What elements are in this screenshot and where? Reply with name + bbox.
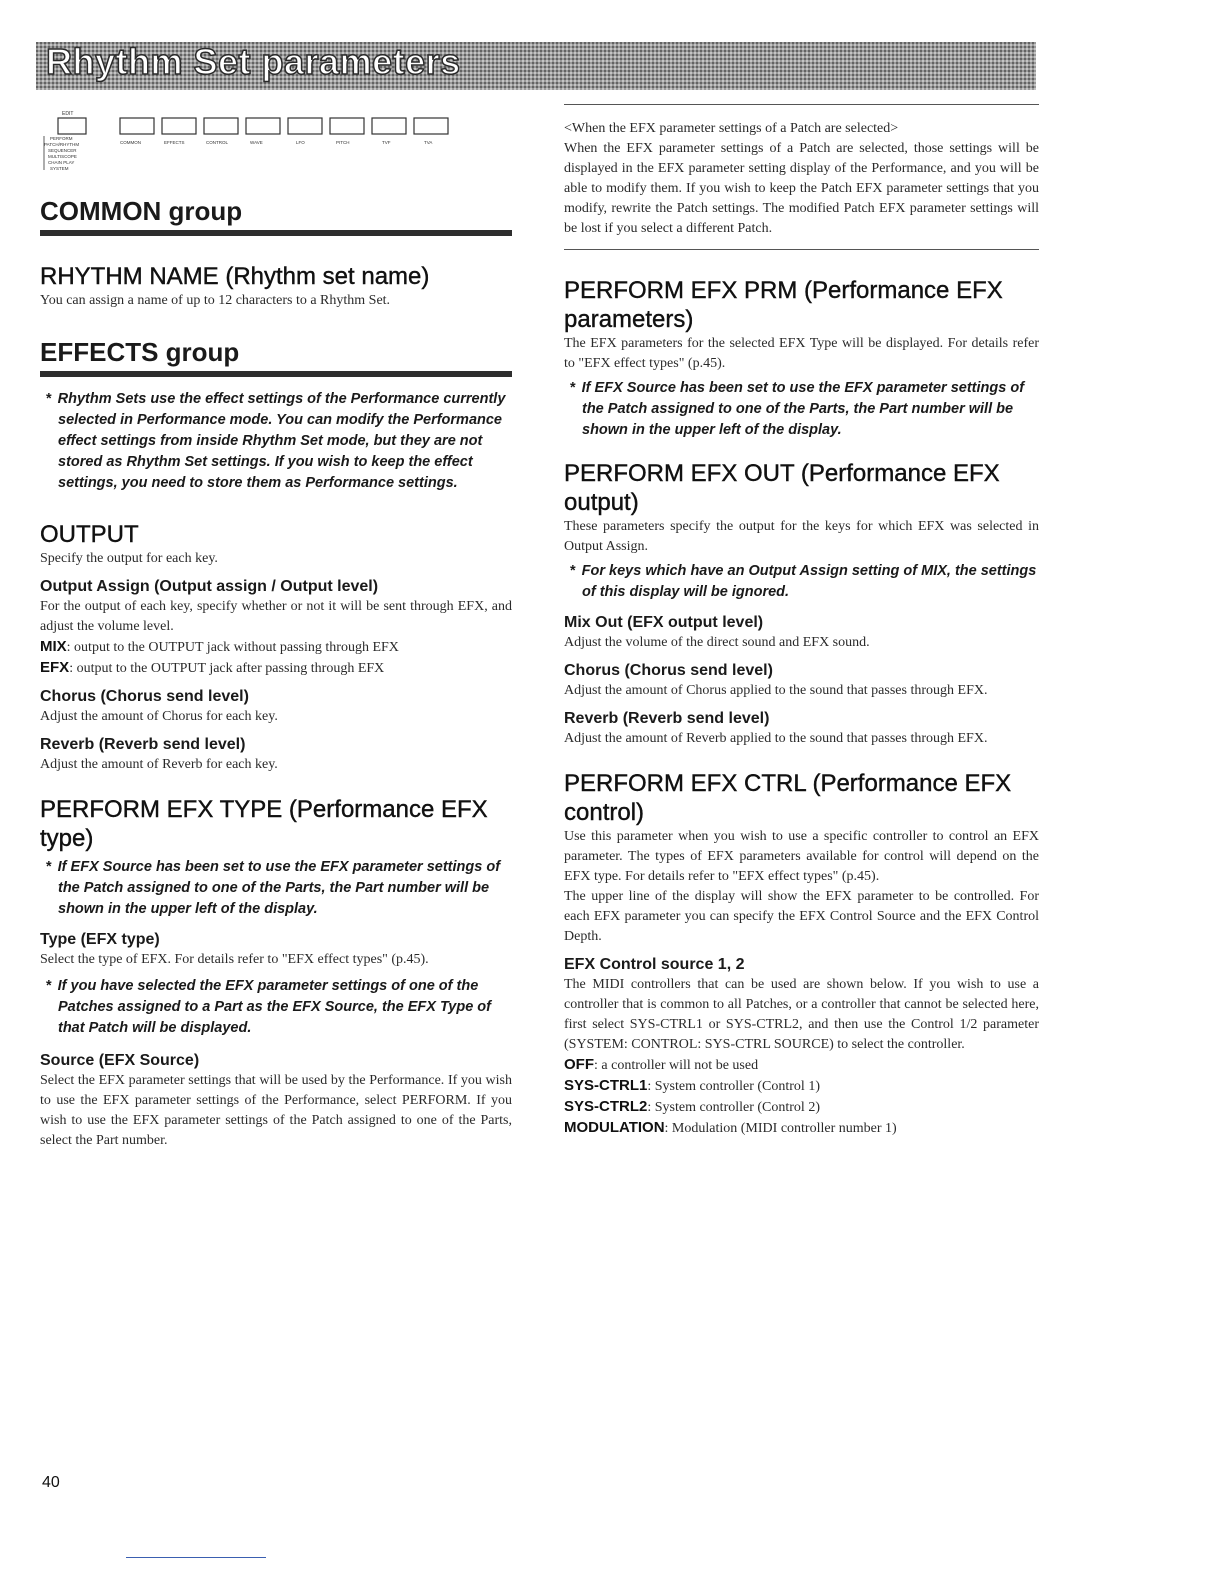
diagram-box-edit — [58, 118, 86, 134]
diagram-box — [372, 118, 406, 134]
efx-ctrl-body1: Use this parameter when you wish to use a specific controller to control an EFX parameter. The types of EFX parameters available for control will depend on the EFX type. For details refer to "EFX effect types" (p.45). — [564, 829, 1039, 884]
efx-chorus-body: Adjust the amount of Chorus applied to the sound that passes through EFX. — [564, 683, 988, 698]
efx-out-heading: PERFORM EFX OUT (Performance EFX output) — [564, 460, 1000, 516]
modulation-desc: : Modulation (MIDI controller number 1) — [664, 1121, 897, 1136]
diagram-box — [414, 118, 448, 134]
sys-ctrl1-desc: : System controller (Control 1) — [647, 1079, 820, 1094]
diagram-label: TVA — [424, 140, 433, 145]
left-column — [40, 108, 512, 1151]
sys-ctrl1-term: SYS-CTRL1 — [564, 1077, 648, 1094]
output-reverb-body: Adjust the amount of Reverb for each key. — [40, 757, 278, 772]
efx-type-heading: PERFORM EFX TYPE (Performance EFX type) — [40, 796, 488, 852]
diagram-box — [288, 118, 322, 134]
source-body: Select the EFX parameter settings that will be used by the Performance. If you wish to use the EFX parameter settings of the Performance, select PERFORM. If you wish to use the EFX parameter settings of the Patch assigned to one of the Parts, select the Part number. — [40, 1073, 512, 1148]
off-desc: : a controller will not be used — [594, 1058, 759, 1073]
off-def — [564, 1055, 1039, 1076]
box-title: <When the EFX parameter settings of a Patch are selected> — [564, 121, 899, 136]
efx-type-note-text: If EFX Source has been set to use the EFX parameter settings of the Patch assigned to one of the Parts, the Part number will be shown in the upper left of the display. — [57, 859, 501, 917]
diagram-label: COMMON — [120, 140, 141, 145]
diagram-mode-label: CHAIN PLAY — [48, 160, 75, 165]
diagram-mode-label: PATCH/RHYTHM — [44, 142, 80, 147]
efx-reverb-heading: Reverb (Reverb send level) — [564, 710, 770, 727]
effects-note: * Rhythm Sets use the effect settings of the Performance currently selected in Performance mode. You can modify the Performance effect settings from inside Rhythm Set mode, but they are not stored as Rhythm Set settings. If you wish to keep the effect settings, you need to store them as Performance settings. — [46, 391, 506, 491]
efx-prm-note-text: If EFX Source has been set to use the EFX parameter settings of the Patch assigned to one of the Parts, the Part number will be shown in the upper left of the display. — [581, 380, 1025, 438]
efx-out-note-text: For keys which have an Output Assign setting of MIX, the settings of this display will be ignored. — [581, 563, 1037, 600]
effects-group-heading: EFFECTS group — [40, 337, 512, 377]
diagram-box — [162, 118, 196, 134]
diagram-box — [330, 118, 364, 134]
output-chorus-heading: Chorus (Chorus send level) — [40, 688, 249, 705]
efx-prm-body: The EFX parameters for the selected EFX Type will be displayed. For details refer to "EFX effect types" (p.45). — [564, 336, 1039, 371]
efx-chorus-heading: Chorus (Chorus send level) — [564, 662, 773, 679]
efx-out-body: These parameters specify the output for the keys for which EFX was selected in Output Assign. — [564, 519, 1039, 554]
efx-desc: : output to the OUTPUT jack after passing through EFX — [69, 661, 385, 676]
efx-reverb-body: Adjust the amount of Reverb applied to the sound that passes through EFX. — [564, 731, 988, 746]
diagram-label: CONTROL — [206, 140, 229, 145]
off-term: OFF — [564, 1056, 594, 1073]
type-note-text: If you have selected the EFX parameter settings of one of the Patches assigned to a Part as the EFX Source, the EFX Type of that Patch will be displayed. — [57, 978, 491, 1036]
output-body: Specify the output for each key. — [40, 551, 218, 566]
effects-note-text: Rhythm Sets use the effect settings of the Performance currently selected in Performance mode. You can modify the Performance effect settings from inside Rhythm Set mode, but they are not stored as Rhythm Set settings. If you wish to keep the effect settings, you need to store them as Performance settings. — [57, 391, 506, 491]
output-assign-heading: Output Assign (Output assign / Output level) — [40, 578, 379, 595]
diagram-box — [204, 118, 238, 134]
patch-efx-box — [564, 104, 1039, 250]
rhythm-name-body: You can assign a name of up to 12 characters to a Rhythm Set. — [40, 293, 391, 308]
output-assign-body: For the output of each key, specify whether or not it will be sent through EFX, and adjust the volume level. — [40, 599, 512, 634]
common-group-heading: COMMON group — [40, 196, 512, 236]
efx-prm-heading: PERFORM EFX PRM (Performance EFX parameters) — [564, 277, 1003, 333]
mix-out-heading: Mix Out (EFX output level) — [564, 614, 764, 631]
output-mix-def — [40, 637, 512, 658]
sys-ctrl2-term: SYS-CTRL2 — [564, 1098, 648, 1115]
diagram-graphic — [40, 108, 480, 188]
diagram-label: WAVE — [250, 140, 263, 145]
efx-out-note: * For keys which have an Output Assign setting of MIX, the settings of this display will be ignored. — [570, 563, 1037, 600]
type-note: * If you have selected the EFX parameter settings of one of the Patches assigned to a Part as the EFX Source, the EFX Type of that Patch will be displayed. — [46, 978, 491, 1036]
mix-out-body: Adjust the volume of the direct sound and EFX sound. — [564, 635, 870, 650]
type-body: Select the type of EFX. For details refer to "EFX effect types" (p.45). — [40, 952, 429, 967]
page-number: 40 — [42, 1474, 60, 1491]
diagram-label: TVF — [382, 140, 391, 145]
modulation-def — [564, 1118, 1039, 1139]
diagram-mode-label: SEQUENCER — [48, 148, 77, 153]
diagram-mode-label: SYSTEM — [50, 166, 69, 171]
sys-ctrl1-def — [564, 1076, 1039, 1097]
banner-title: Rhythm Set parameters — [46, 41, 461, 82]
diagram-label: PITCH — [336, 140, 350, 145]
output-reverb-heading: Reverb (Reverb send level) — [40, 736, 246, 753]
source-heading: Source (EFX Source) — [40, 1052, 200, 1069]
right-column — [564, 104, 1039, 1139]
diagram-label: LFO — [296, 140, 305, 145]
diagram-mode-label: PERFORM — [50, 136, 73, 141]
box-body: When the EFX parameter settings of a Patch are selected, those settings will be displayed in the EFX parameter setting display of the Performance, and you will be able to modify them. If you wish to keep the Patch EFX parameter settings that you modify, rewrite the Patch settings. The modified Patch EFX parameter settings will be lost if you select a different Patch. — [564, 141, 1039, 236]
efx-term: EFX — [40, 659, 70, 676]
diagram-label: EFFECTS — [164, 140, 185, 145]
sys-ctrl2-def — [564, 1097, 1039, 1118]
sys-ctrl2-desc: : System controller (Control 2) — [647, 1100, 820, 1115]
section-banner — [36, 42, 1036, 90]
mix-term: MIX — [40, 638, 67, 655]
efx-ctrl-body2: The upper line of the display will show the EFX parameter to be controlled. For each EFX parameter you can specify the EFX Control Source and the EFX Control Depth. — [564, 889, 1039, 944]
diagram-box — [120, 118, 154, 134]
efx-prm-note: * If EFX Source has been set to use the EFX parameter settings of the Patch assigned to one of the Parts, the Part number will be shown in the upper left of the display. — [570, 380, 1025, 438]
diagram-edit-label: EDIT — [62, 111, 74, 117]
efx-ctrl-heading: PERFORM EFX CTRL (Performance EFX control) — [564, 770, 1012, 826]
type-heading: Type (EFX type) — [40, 931, 160, 948]
footer-rule — [126, 1557, 266, 1558]
efx-type-note: * If EFX Source has been set to use the EFX parameter settings of the Patch assigned to one of the Parts, the Part number will be shown in the upper left of the display. — [46, 859, 501, 917]
output-chorus-body: Adjust the amount of Chorus for each key. — [40, 709, 278, 724]
diagram-box — [246, 118, 280, 134]
control-source-body: The MIDI controllers that can be used are shown below. If you wish to use a controller that is common to all Patches, or a controller that cannot be selected here, first select SYS-CTRL1 or SYS-CTRL2, and then use the Control 1/2 parameter (SYSTEM: CONTROL: SYS-CTRL SOURCE) to select the controller. — [564, 977, 1039, 1052]
mode-diagram — [40, 108, 480, 196]
rhythm-name-heading: RHYTHM NAME (Rhythm set name) — [40, 263, 430, 290]
output-efx-def — [40, 658, 512, 679]
diagram-mode-label: MULTISCOPE — [48, 154, 77, 159]
control-source-heading: EFX Control source 1, 2 — [564, 956, 745, 973]
mix-desc: : output to the OUTPUT jack without passing through EFX — [66, 640, 399, 655]
modulation-term: MODULATION — [564, 1119, 665, 1136]
output-heading: OUTPUT — [40, 521, 139, 548]
